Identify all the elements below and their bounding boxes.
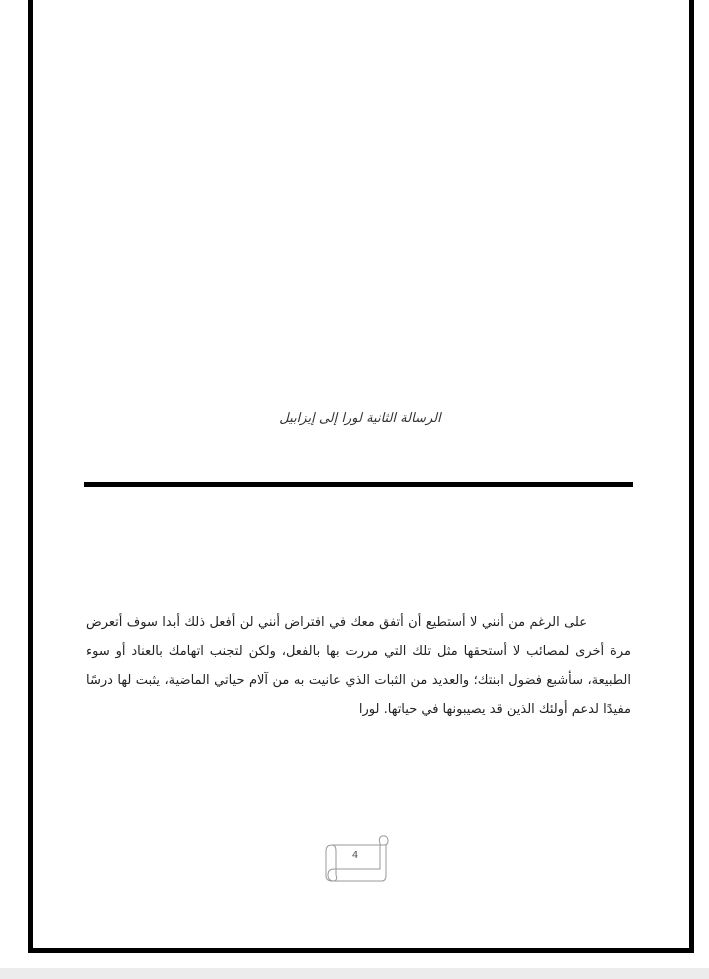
letter-body-text: على الرغم من أنني لا أستطيع أن أتفق معك في افتراض أنني لن أفعل ذلك أبدا سوف أتعرض مرة أخرى لمصائب لا أستحقها مثل تلك التي مررت بها بالفعل، ولكن لتجنب اتهامك بالعناد أو سوء الطبيعة، سأشبع فضول ابنتك؛ والعديد من الثبات الذي عانيت به من آلام حياتي الماضية، يثبت لها درسًا مفيدًا لدعم أولئك الذين قد يصيبونها في حياتها. لورا bbox=[86, 615, 631, 717]
letter-title: الرسالة الثانية لورا إلى إيزابيل bbox=[279, 411, 441, 426]
page-number: 4 bbox=[351, 850, 359, 861]
title-divider-thick-line bbox=[84, 483, 633, 486]
title-divider bbox=[84, 482, 633, 487]
page-border-frame bbox=[28, 0, 694, 953]
letter-body bbox=[86, 608, 631, 724]
